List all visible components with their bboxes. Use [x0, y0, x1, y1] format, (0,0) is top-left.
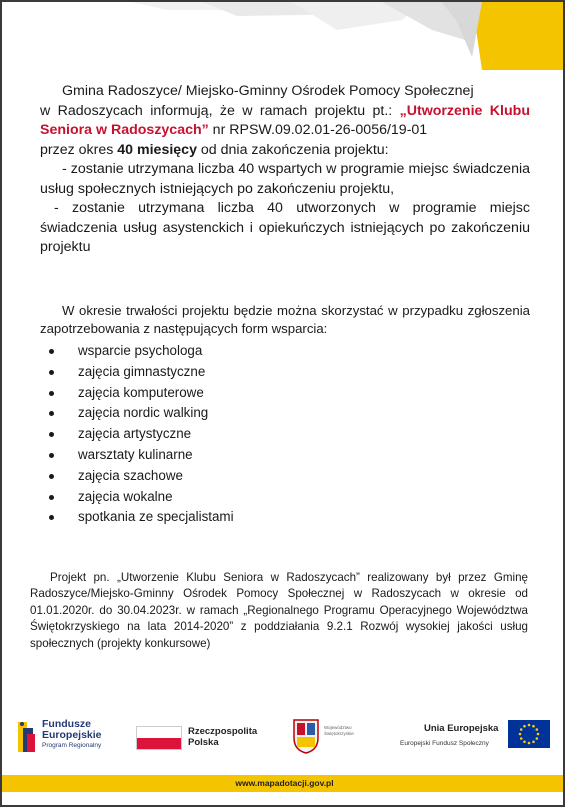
intro-line-1: Gmina Radoszyce/ Miejsko-Gminny Ośrodek Pomocy Społecznej: [62, 83, 474, 99]
intro-commitment-1: - zostanie utrzymana liczba 40 wspartych w programie miejsc świadczenia usług społecznych istniejących po zakończeniu projektu,: [40, 161, 530, 197]
fe-logo-name: Fundusze Europejskie: [42, 718, 102, 741]
ue-logo-name: Unia Europejska: [424, 723, 499, 734]
funding-logos: [2, 712, 565, 762]
list-item: spotkania ze specjalistami: [42, 507, 342, 528]
project-footnote: Projekt pn. „Utworzenie Klubu Seniora w Radoszycach” realizowany był przez Gminę Radoszyce/Miejsko-Gminny Ośrodek Pomocy Społecznej w Radoszycach w okresie od 01.01.2020r. do 30.04.2023r. w ramach „Regionalnego Programu Operacyjnego Województwa Świętokrzyskiego na lata 2014-2020” z poddziałania 9.2.1 Rozwój wysokiej jakości usług społecznych (projekty konkursowe): [30, 571, 528, 650]
footer-bar: [2, 775, 565, 792]
fundusze-europejskie-logo: [16, 716, 126, 758]
project-title: „Utworzenie Klubu Seniora w Radoszycach”: [40, 102, 530, 138]
support-forms-intro: W okresie trwałości projektu będzie można skorzystać w przypadku zgłoszenia zapotrzebowania z następujących form wsparcia:: [40, 303, 530, 336]
list-item: zajęcia artystyczne: [42, 424, 342, 445]
fe-logo-subtitle: Program Regionalny: [42, 742, 102, 749]
sw-logo-name: Województwo Świętokrzyskie: [324, 725, 354, 736]
rp-logo-name: Rzeczpospolita Polska: [188, 726, 258, 748]
intro-commitment-2: - zostanie utrzymana liczba 40 utworzonych w programie miejsc świadczenia usług asystenckich i opiekuńczych istniejących po zakończeniu projektu: [40, 200, 530, 255]
header-decoration: [2, 2, 565, 77]
support-forms-list: [42, 341, 342, 528]
unia-europejska-logo: [400, 720, 550, 760]
list-item: wsparcie psychologa: [42, 341, 342, 362]
project-number: nr RPSW.09.02.01-26-0056/19-01: [208, 122, 428, 138]
list-item: zajęcia gimnastyczne: [42, 362, 342, 383]
intro-block: [40, 82, 530, 258]
fe-emblem-icon: [16, 718, 38, 756]
list-item: zajęcia nordic walking: [42, 403, 342, 424]
poland-flag-icon: [136, 726, 182, 750]
intro-period: przez okres 40 miesięcy od dnia zakończenia projektu:: [40, 141, 389, 158]
list-item: warsztaty kulinarne: [42, 445, 342, 466]
list-item: zajęcia szachowe: [42, 466, 342, 487]
list-item: zajęcia wokalne: [42, 487, 342, 508]
ue-logo-subtitle: Europejski Fundusz Społeczny: [400, 740, 489, 747]
list-item: zajęcia komputerowe: [42, 383, 342, 404]
rzeczpospolita-logo: [136, 720, 276, 760]
eu-flag-icon: [508, 720, 550, 748]
coat-of-arms-icon: [292, 718, 320, 754]
swietokrzyskie-logo: [290, 716, 374, 758]
website-url: www.mapadotacji.gov.pl: [235, 778, 334, 788]
intro-project-line: w Radoszycach informują, że w ramach projektu pt.: „Utworzenie Klubu Seniora w Radoszycach” nr RPSW.09.02.01-26-0056/19-01: [40, 102, 530, 138]
period-duration: 40 miesięcy: [117, 141, 197, 158]
